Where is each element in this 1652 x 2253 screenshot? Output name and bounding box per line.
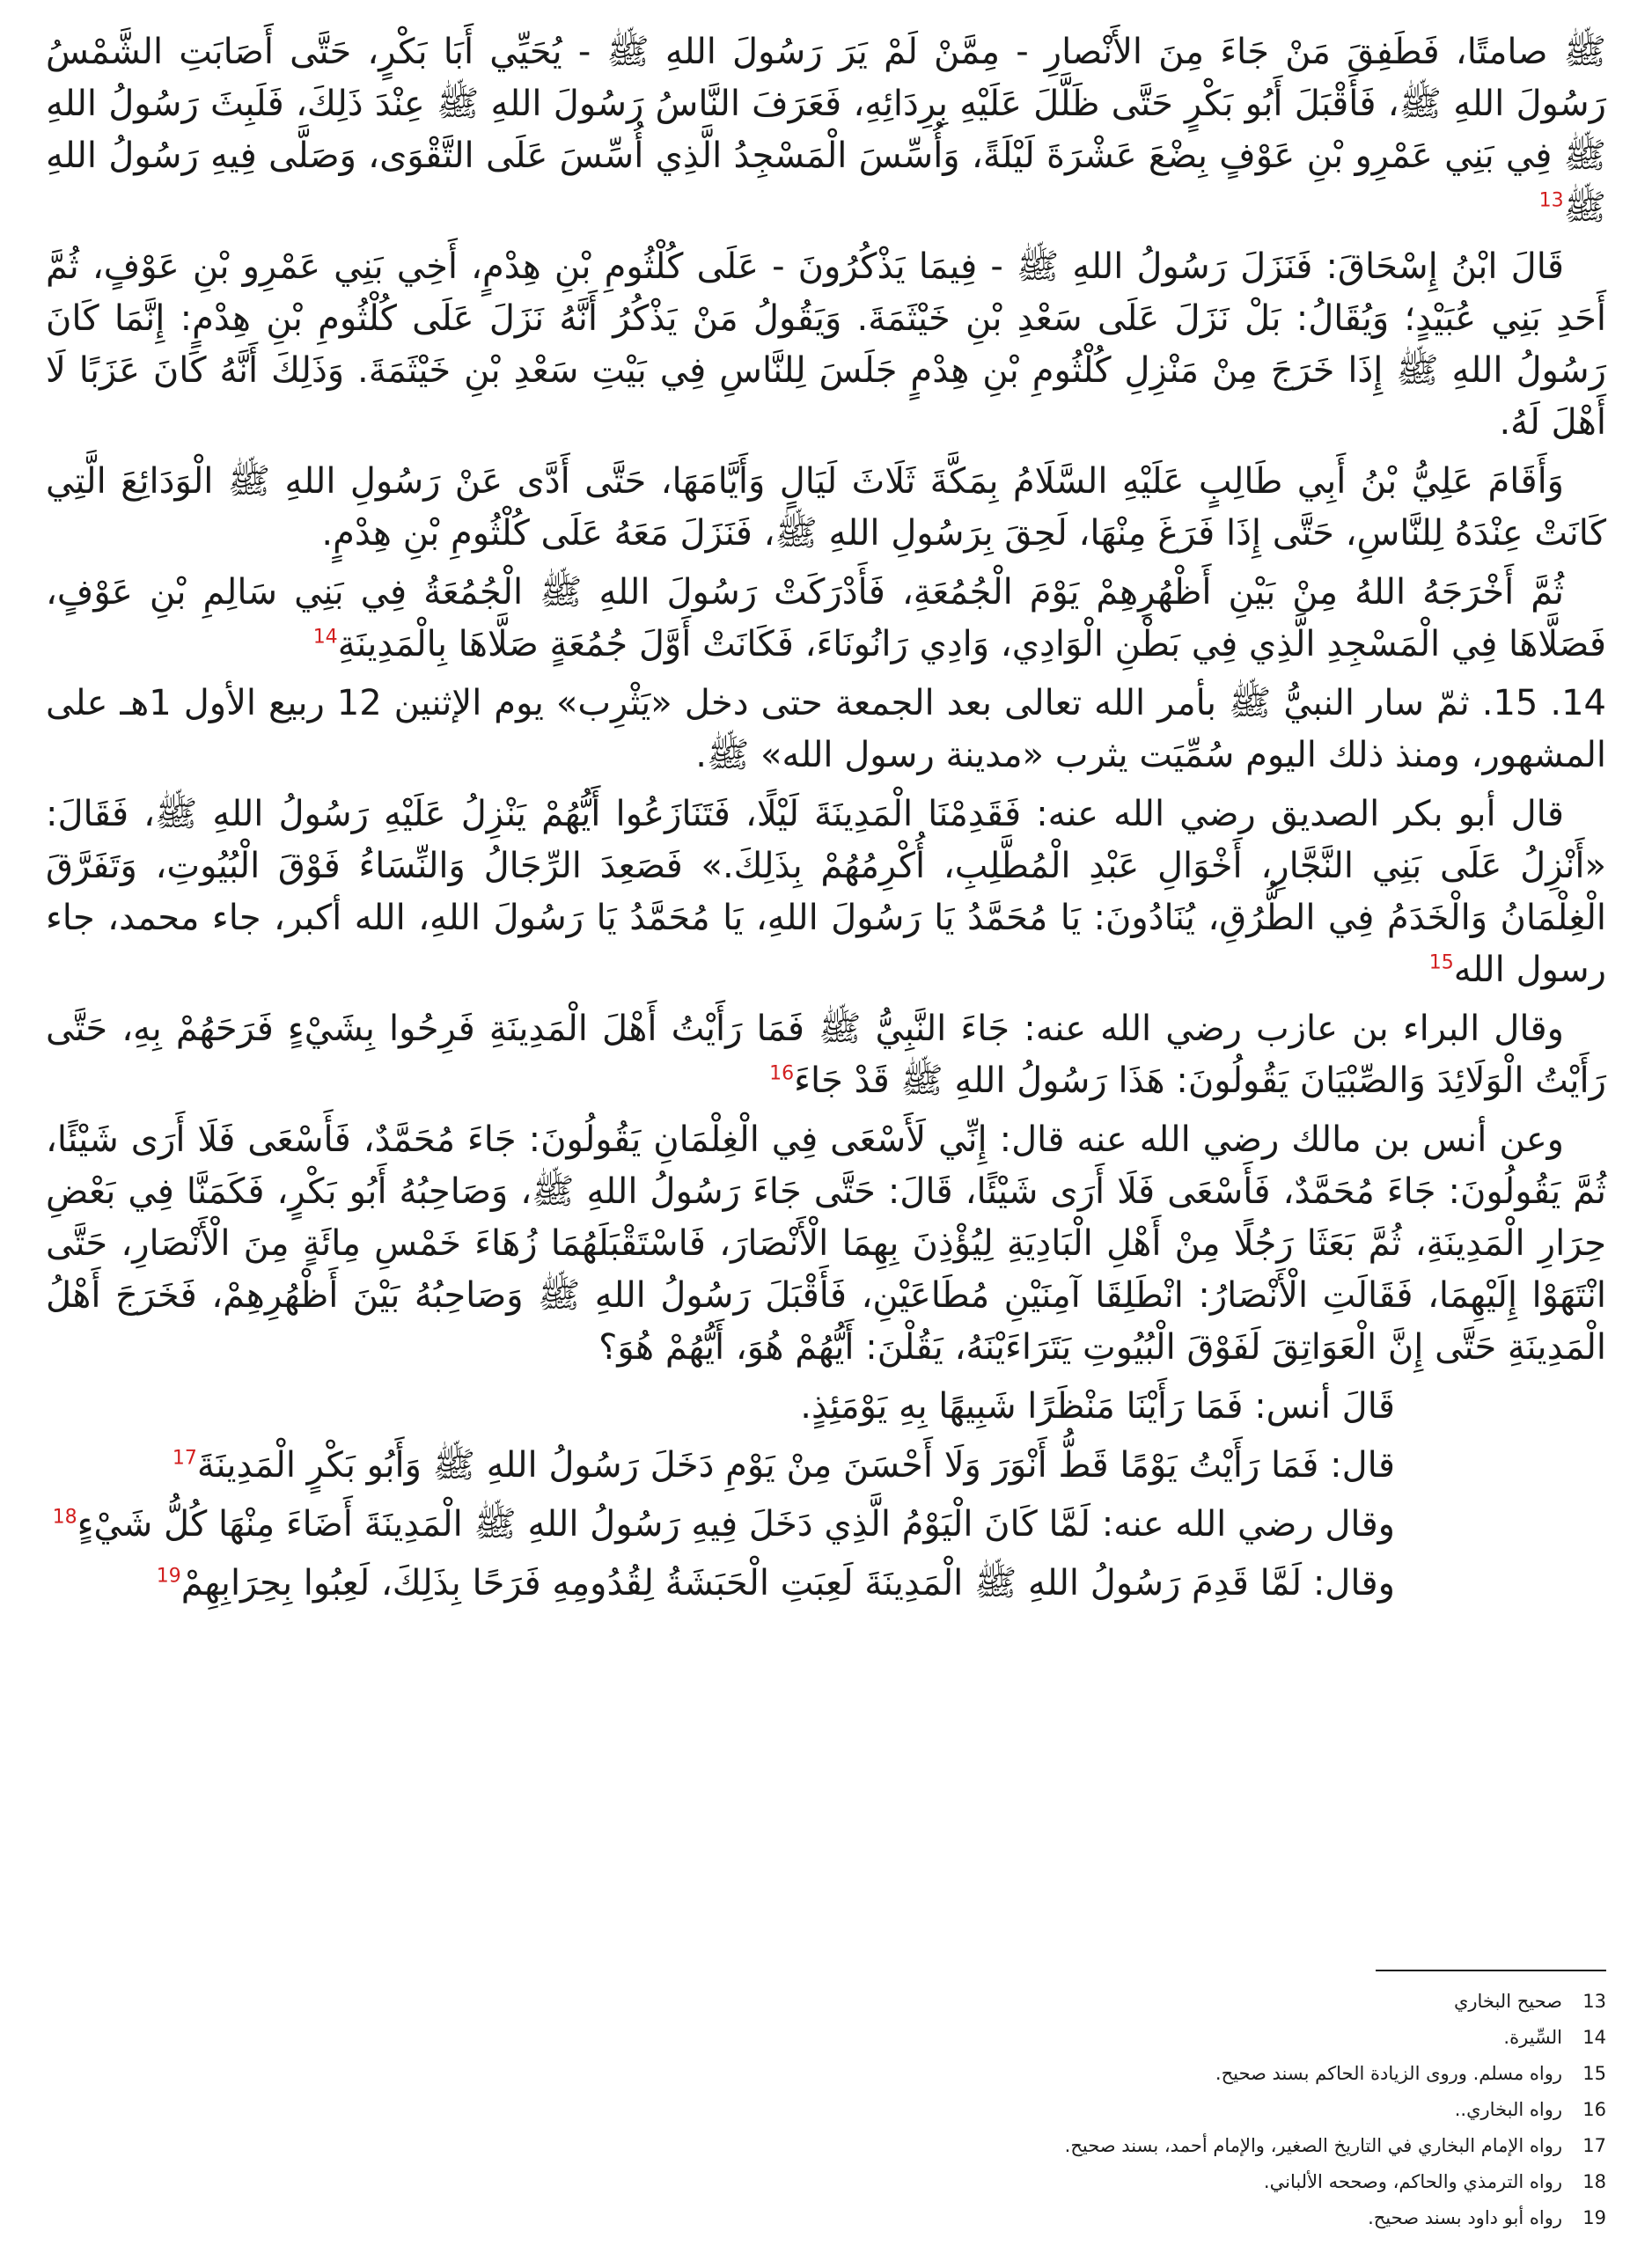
main-text (46, 26, 1606, 1610)
paragraph-12: وقال: لَمَّا قَدِمَ رَسُولُ اللهِ ﷺ الْمَدِينَةَ لَعِبَتِ الْحَبَشَةُ لِقُدُومِهِ فَرَحًا بِذَلِكَ، لَعِبُوا بِحِرَابِهِمْ$^{19}$ (156, 1563, 1395, 1604)
paragraph-4: ثُمَّ أَخْرَجَهُ اللهُ مِنْ بَيْنِ أَظْهُرِهِمْ يَوْمَ الْجُمُعَةِ، فَأَدْرَكَتْ رَسُولَ اللهِ ﷺ الْجُمُعَةُ فِي بَنِي سَالِمِ بْنِ عَوْفٍ، فَصَلَّاهَا فِي الْمَسْجِدِ الَّذِي فِي بَطْنِ الْوَادِي، وَادِي رَانُونَاءَ، فَكَانَتْ أَوَّلَ جُمُعَةٍ صَلَّاهَا بِالْمَدِينَةِ$^{14}$ (46, 572, 1606, 664)
footnote-ref-18[interactable]: 18 (52, 1506, 77, 1529)
footnote-ref-17[interactable]: 17 (172, 1447, 197, 1470)
paragraph-9: قَالَ أنس: فَمَا رَأَيْنَا مَنْظَرًا شَبِيهًا بِهِ يَوْمَئِذٍ. (800, 1386, 1395, 1427)
footnote-14: 14 السِّيرة. (1503, 2027, 1606, 2048)
footnote-19: 19 رواه أبو داود بسند صحيح. (1368, 2207, 1606, 2228)
footnote-18: 18 رواه الترمذي والحاكم، وصححه الألباني. (1263, 2171, 1606, 2192)
footnote-16: 16 رواه البخاري.. (1454, 2099, 1606, 2120)
footnote-ref-14[interactable]: 14 (312, 626, 338, 649)
paragraph-2: قَالَ ابْنُ إِسْحَاقَ: فَنَزَلَ رَسُولُ اللهِ ﷺ - فِيمَا يَذْكُرُونَ - عَلَى كُلْثُومِ بْنِ هِدْمٍ، أَخِي بَنِي عَمْرِو بْنِ عَوْفٍ، ثُمَّ أَحَدِ بَنِي عُبَيْدٍ؛ وَيُقَالُ: بَلْ نَزَلَ عَلَى سَعْدِ بْنِ خَيْثَمَةَ. وَيَقُولُ مَنْ يَذْكُرُ أَنَّهُ نَزَلَ عَلَى كُلْثُومِ بْنِ هِدْمٍ: إِنَّمَا كَانَ رَسُولُ اللهِ ﷺ إِذَا خَرَجَ مِنْ مَنْزِلِ كُلْثُومِ بْنِ هِدْمٍ جَلَسَ لِلنَّاسِ فِي بَيْتِ سَعْدِ بْنِ خَيْثَمَةَ. وَذَلِكَ أَنَّهُ كَانَ عَزَبًا لَا أَهْلَ لَهُ. (46, 246, 1606, 443)
footnote-ref-16[interactable]: 16 (769, 1062, 795, 1085)
paragraph-11: وقال رضي الله عنه: لَمَّا كَانَ الْيَوْمُ الَّذِي دَخَلَ فِيهِ رَسُولُ اللهِ ﷺ الْمَدِينَةَ أَضَاءَ مِنْهَا كُلُّ شَيْءٍ$^{18}$ (52, 1504, 1395, 1545)
paragraph-7: وقال البراء بن عازب رضي الله عنه: جَاءَ النَّبِيُّ ﷺ فَمَا رَأَيْتُ أَهْلَ الْمَدِينَةِ فَرِحُوا بِشَيْءٍ فَرَحَهُمْ بِهِ، حَتَّى رَأَيْتُ الْوَلَائِدَ وَالصِّبْيَانَ يَقُولُونَ: هَذَا رَسُولُ اللهِ ﷺ قَدْ جَاءَ$^{16}$ (46, 1009, 1606, 1101)
footnote-ref-15[interactable]: 15 (1428, 951, 1454, 974)
paragraph-10: قال: فَمَا رَأَيْتُ يَوْمًا قَطُّ أَنْوَرَ وَلَا أَحْسَنَ مِنْ يَوْمِ دَخَلَ رَسُولُ اللهِ ﷺ وَأَبُو بَكْرٍ الْمَدِينَةَ$^{17}$ (172, 1445, 1395, 1486)
paragraph-1: ﷺ صامتًا، فَطَفِقَ مَنْ جَاءَ مِنَ الأَنْصارِ - مِمَّنْ لَمْ يَرَ رَسُولَ اللهِ ﷺ - يُحَيِّي أَبَا بَكْرٍ، حَتَّى أَصَابَتِ الشَّمْسُ رَسُولَ اللهِ ﷺ، فَأَقْبَلَ أَبُو بَكْرٍ حَتَّى ظَلَّلَ عَلَيْهِ بِرِدَائِهِ، فَعَرَفَ النَّاسُ رَسُولَ اللهِ ﷺ عِنْدَ ذَلِكَ، فَلَبِثَ رَسُولُ اللهِ ﷺ فِي بَنِي عَمْرِو بْنِ عَوْفٍ بِضْعَ عَشْرَةَ لَيْلَةً، وَأُسِّسَ الْمَسْجِدُ الَّذِي أُسِّسَ عَلَى التَّقْوَى، وَصَلَّى فِيهِ رَسُولُ اللهِ ﷺ$^{13}$ (46, 32, 1606, 228)
footnote-15: 15 رواه مسلم. وروى الزيادة الحاكم بسند صحيح. (1215, 2063, 1606, 2084)
paragraph-3: وَأَقَامَ عَلِيُّ بْنُ أَبِي طَالِبٍ عَلَيْهِ السَّلَامُ بِمَكَّةَ ثَلَاثَ لَيَالٍ وَأَيَّامَهَا، حَتَّى أَدَّى عَنْ رَسُولِ اللهِ ﷺ الْوَدَائِعَ الَّتِي كَانَتْ عِنْدَهُ لِلنَّاسِ، حَتَّى إِذَا فَرَغَ مِنْهَا، لَحِقَ بِرَسُولِ اللهِ ﷺ، فَنَزَلَ مَعَهُ عَلَى كُلْثُومِ بْنِ هِدْمٍ. (46, 461, 1606, 554)
footnote-17: 17 رواه الإمام البخاري في التاريخ الصغير، والإمام أحمد، بسند صحيح. (1064, 2135, 1606, 2156)
footnote-ref-13[interactable]: 13 (1538, 189, 1564, 212)
footnote-separator (1376, 1970, 1606, 1971)
footnote-ref-19[interactable]: 19 (156, 1565, 181, 1588)
footnote-13: 13 صحيح البخاري (1453, 1991, 1606, 2012)
paragraph-5: 14. 15. ثمّ سار النبيُّ ﷺ بأمر الله تعالى بعد الجمعة حتى دخل «يَثْرِب» يوم الإثنين 12 ربيع الأول 1هـ على المشهور، ومنذ ذلك اليوم سُمِّيَت يثرب «مدينة رسول الله» ﷺ. (46, 683, 1606, 775)
footnotes (638, 1984, 1606, 2236)
paragraph-6: قال أبو بكر الصديق رضي الله عنه: فَقَدِمْنَا الْمَدِينَةَ لَيْلًا، فَتَنَازَعُوا أَيُّهُمْ يَنْزِلُ عَلَيْهِ رَسُولُ اللهِ ﷺ، فَقَالَ: «أَنْزِلُ عَلَى بَنِي النَّجَّارِ، أَخْوَالِ عَبْدِ الْمُطَّلِبِ، أُكْرِمُهُمْ بِذَلِكَ.» فَصَعِدَ الرِّجَالُ وَالنِّسَاءُ فَوْقَ الْبُيُوتِ، وَتَفَرَّقَ الْغِلْمَانُ وَالْخَدَمُ فِي الطُّرُقِ، يُنَادُونَ: يَا مُحَمَّدُ يَا رَسُولَ اللهِ، يَا مُحَمَّدُ يَا رَسُولَ اللهِ، الله أكبر، جاء محمد، جاء رسول الله$^{15}$ (46, 794, 1606, 990)
paragraph-8: وعن أنس بن مالك رضي الله عنه قال: إِنِّي لَأَسْعَى فِي الْغِلْمَانِ يَقُولُونَ: جَاءَ مُحَمَّدٌ، فَأَسْعَى فَلَا أَرَى شَيْئًا، ثُمَّ يَقُولُونَ: جَاءَ مُحَمَّدٌ، فَأَسْعَى فَلَا أَرَى شَيْئًا، قَالَ: حَتَّى جَاءَ رَسُولُ اللهِ ﷺ، وَصَاحِبُهُ أَبُو بَكْرٍ، فَكَمَنَّا فِي بَعْضِ حِرَارِ الْمَدِينَةِ، ثُمَّ بَعَثَا رَجُلًا مِنْ أَهْلِ الْبَادِيَةِ لِيُؤْذِنَ بِهِمَا الْأَنْصَارَ، فَاسْتَقْبَلَهُمَا زُهَاءَ خَمْسِ مِائَةٍ مِنَ الْأَنْصَارِ، حَتَّى انْتَهَوْا إِلَيْهِمَا، فَقَالَتِ الْأَنْصَارُ: انْطَلِقَا آمِنَيْنِ مُطَاعَيْنِ، فَأَقْبَلَ رَسُولُ اللهِ ﷺ وَصَاحِبُهُ بَيْنَ أَظْهُرِهِمْ، فَخَرَجَ أَهْلُ الْمَدِينَةِ حَتَّى إِنَّ الْعَوَاتِقَ لَفَوْقَ الْبُيُوتِ يَتَرَاءَيْنَهُ، يَقُلْنَ: أَيُّهُمْ هُوَ، أَيُّهُمْ هُوَ؟ (46, 1119, 1606, 1368)
